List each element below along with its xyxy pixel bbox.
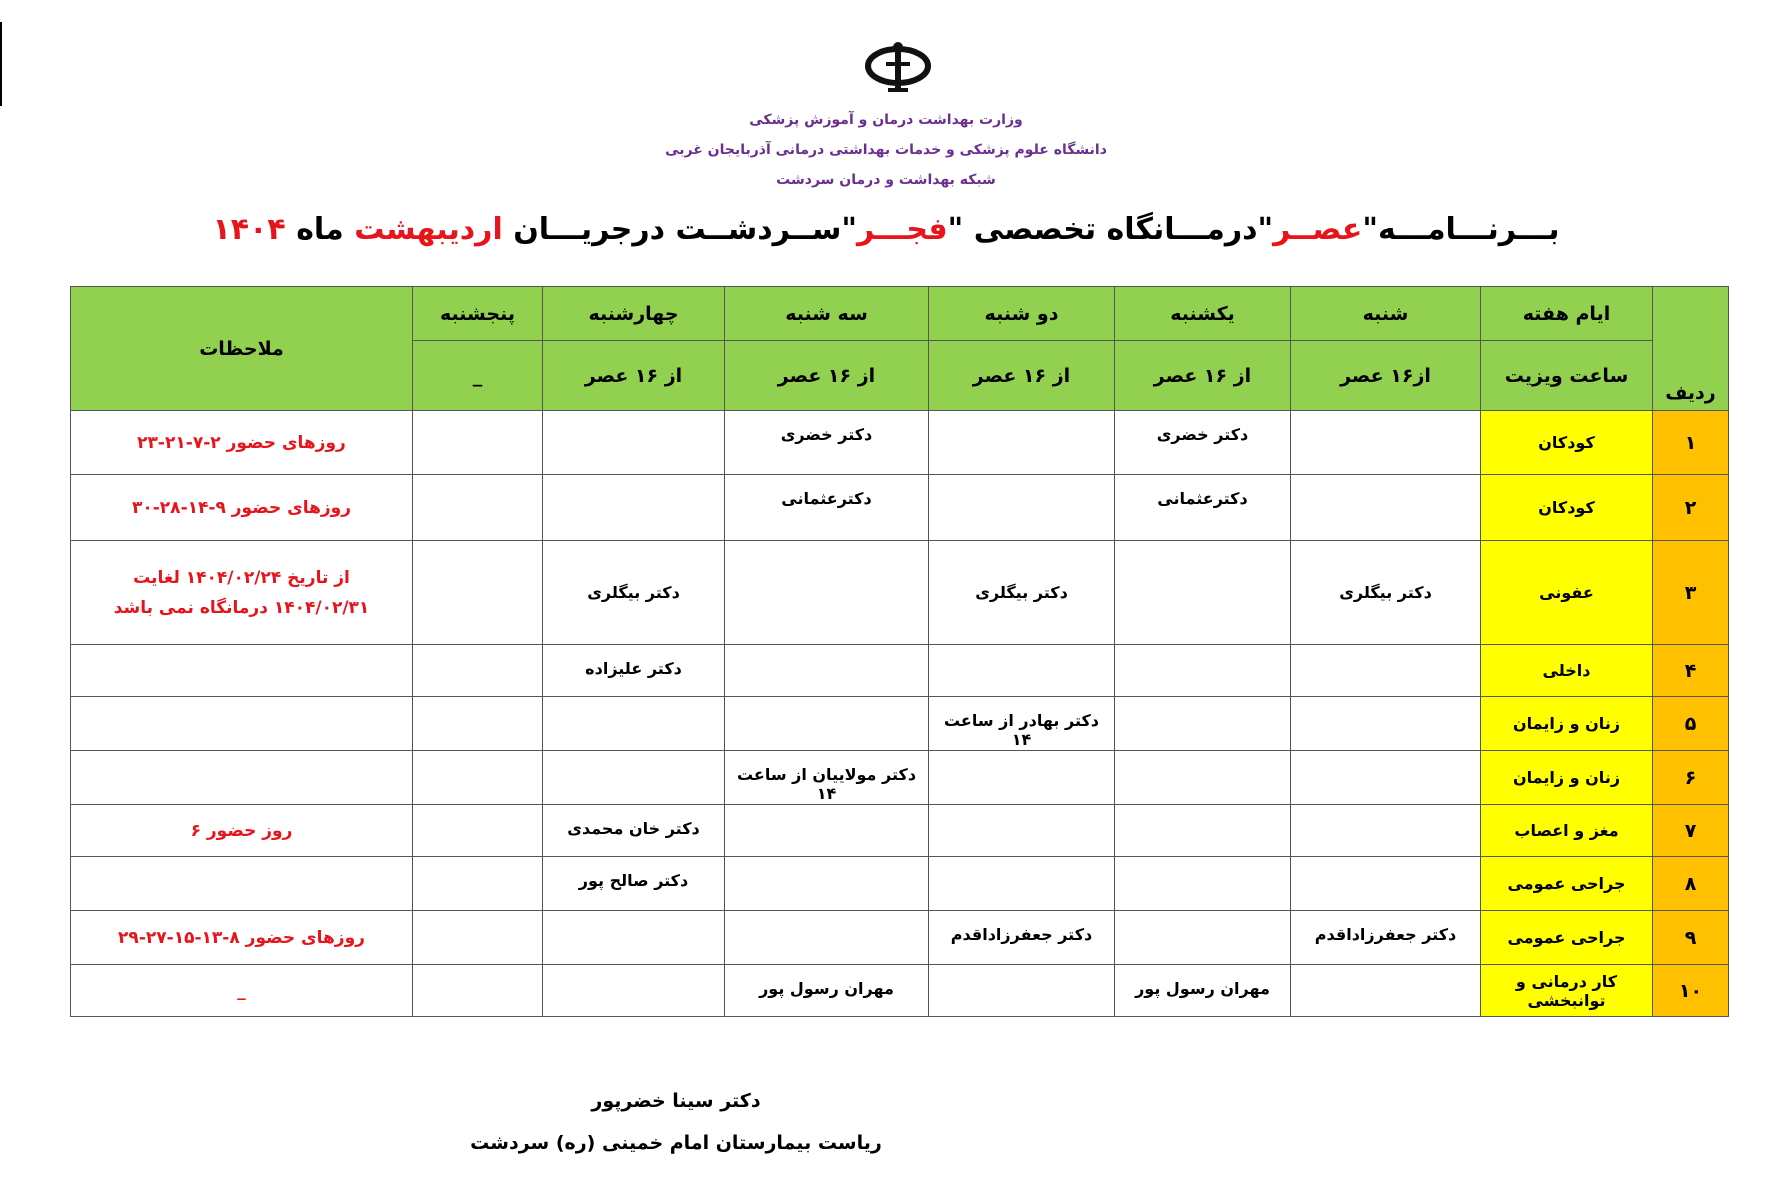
note-cell: _: [71, 965, 413, 1017]
doctor-cell: دکتر جعفرزاداقدم: [929, 911, 1115, 965]
doctor-cell: [1115, 541, 1291, 645]
doctor-cell: [1291, 965, 1481, 1017]
time-cell: _: [413, 341, 543, 411]
table-row: [71, 857, 1729, 911]
row-number: ۸: [1653, 857, 1729, 911]
doctor-cell: دکتر بیگلری: [1291, 541, 1481, 645]
row-number: ۶: [1653, 751, 1729, 805]
doctor-cell: [1291, 751, 1481, 805]
note-cell: [71, 751, 413, 805]
doctor-cell: [929, 645, 1115, 697]
doctor-cell: [543, 411, 725, 475]
specialty-cell: زنان و زایمان: [1481, 751, 1653, 805]
specialty-cell: کودکان: [1481, 475, 1653, 541]
doctor-cell: [1291, 857, 1481, 911]
note-cell: روزهای حضور ۹-۱۴-۲۸-۳۰: [71, 475, 413, 541]
doctor-cell: [929, 805, 1115, 857]
doctor-cell: [543, 751, 725, 805]
left-edge-line: [0, 22, 2, 106]
doctor-cell: [1115, 857, 1291, 911]
time-header: ساعت ویزیت: [1481, 341, 1653, 411]
specialty-cell: عفونی: [1481, 541, 1653, 645]
row-number: ۳: [1653, 541, 1729, 645]
doctor-cell: [725, 697, 929, 751]
doctor-cell: دکتر صالح پور: [543, 857, 725, 911]
table-row: [71, 475, 1729, 541]
doctor-cell: [1291, 475, 1481, 541]
doctor-cell: [413, 805, 543, 857]
row-number: ۵: [1653, 697, 1729, 751]
row-number: ۱۰: [1653, 965, 1729, 1017]
header-university: دانشگاه علوم پزشکی و خدمات بهداشتی درمانی آذربایجان غربی: [665, 142, 1107, 158]
doctor-cell: [1115, 911, 1291, 965]
specialty-cell: داخلی: [1481, 645, 1653, 697]
doctor-cell: [413, 411, 543, 475]
row-number: ۴: [1653, 645, 1729, 697]
table-row: [71, 911, 1729, 965]
doctor-cell: دکتر علیزاده: [543, 645, 725, 697]
doctor-cell: [929, 965, 1115, 1017]
doctor-cell: [1115, 697, 1291, 751]
table-row: [71, 965, 1729, 1017]
doctor-cell: [1291, 697, 1481, 751]
doctor-cell: دکترعثمانی: [1115, 475, 1291, 541]
time-cell: از ۱۶ عصر: [725, 341, 929, 411]
doctor-cell: [543, 965, 725, 1017]
doctor-cell: [413, 541, 543, 645]
doctor-cell: مهران رسول پور: [725, 965, 929, 1017]
doctor-cell: [929, 475, 1115, 541]
note-cell: [71, 697, 413, 751]
doctor-cell: دکتر مولاییان از ساعت ۱۴: [725, 751, 929, 805]
day-header: پنجشنبه: [413, 287, 543, 341]
doctor-cell: [725, 911, 929, 965]
doctor-cell: [1291, 411, 1481, 475]
doctor-cell: دکترعثمانی: [725, 475, 929, 541]
day-header: سه شنبه: [725, 287, 929, 341]
row-number: ۷: [1653, 805, 1729, 857]
table-row: [71, 645, 1729, 697]
day-header: یکشنبه: [1115, 287, 1291, 341]
specialty-cell: کار درمانی و توانبخشی: [1481, 965, 1653, 1017]
signature-role: ریاست بیمارستان امام خمینی (ره) سردشت: [470, 1132, 882, 1154]
doctor-cell: [725, 805, 929, 857]
specialty-cell: جراحی عمومی: [1481, 911, 1653, 965]
doctor-cell: [543, 475, 725, 541]
doctor-cell: مهران رسول پور: [1115, 965, 1291, 1017]
doctor-cell: دکتر خضری: [1115, 411, 1291, 475]
doctor-cell: [413, 857, 543, 911]
table-row: [71, 805, 1729, 857]
doctor-cell: [413, 911, 543, 965]
header-network: شبکه بهداشت و درمان سردشت: [776, 172, 996, 188]
ministry-logo: [864, 38, 932, 94]
specialty-cell: زنان و زایمان: [1481, 697, 1653, 751]
days-header: ایام هفته: [1481, 287, 1653, 341]
header-ministry: وزارت بهداشت درمان و آموزش پزشکی: [749, 112, 1023, 128]
doctor-cell: [725, 645, 929, 697]
doctor-cell: [413, 645, 543, 697]
doctor-cell: [413, 697, 543, 751]
specialty-cell: جراحی عمومی: [1481, 857, 1653, 911]
time-cell: از ۱۶ عصر: [1115, 341, 1291, 411]
doctor-cell: دکتر خضری: [725, 411, 929, 475]
doctor-cell: [543, 697, 725, 751]
day-header: چهارشنبه: [543, 287, 725, 341]
note-line: ۱۴۰۴/۰۲/۳۱ درمانگاه نمی باشد: [113, 597, 370, 618]
row-number: ۱: [1653, 411, 1729, 475]
doctor-cell: [543, 911, 725, 965]
doctor-cell: دکتر بهادر از ساعت ۱۴: [929, 697, 1115, 751]
doctor-cell: [413, 475, 543, 541]
row-number: ۲: [1653, 475, 1729, 541]
note-cell: روزهای حضور ۲-۷-۲۱-۲۳: [71, 411, 413, 475]
doctor-cell: [1291, 645, 1481, 697]
row-number-header: ردیف: [1653, 287, 1729, 411]
doctor-cell: [929, 857, 1115, 911]
doctor-cell: [1115, 751, 1291, 805]
doctor-cell: [725, 857, 929, 911]
time-cell: از ۱۶ عصر: [929, 341, 1115, 411]
note-cell: [71, 541, 413, 645]
table-row: [71, 541, 1729, 645]
time-cell: از ۱۶ عصر: [543, 341, 725, 411]
table-row: [71, 411, 1729, 475]
signature-name: دکتر سینا خضرپور: [591, 1090, 761, 1112]
specialty-cell: مغز و اعصاب: [1481, 805, 1653, 857]
note-cell: روز حضور ۶: [71, 805, 413, 857]
table-row: [71, 697, 1729, 751]
page-title: بـــرنـــامـــه"عصــر"درمـــانگاه تخصصی "فجـــر"ســردشــت درجریـــان اردیبهشت ماه ۱۴۰۴: [212, 212, 1560, 247]
doctor-cell: [413, 751, 543, 805]
doctor-cell: [1115, 805, 1291, 857]
day-header: شنبه: [1291, 287, 1481, 341]
header-row-days: [71, 287, 1729, 341]
doctor-cell: دکتر خان محمدی: [543, 805, 725, 857]
doctor-cell: [1115, 645, 1291, 697]
doctor-cell: [1291, 805, 1481, 857]
note-cell: روزهای حضور ۸-۱۳-۱۵-۲۷-۲۹: [71, 911, 413, 965]
note-cell: [71, 857, 413, 911]
doctor-cell: دکتر بیگلری: [929, 541, 1115, 645]
notes-header: ملاحظات: [71, 287, 413, 411]
doctor-cell: [725, 541, 929, 645]
note-cell: [71, 645, 413, 697]
specialty-cell: کودکان: [1481, 411, 1653, 475]
doctor-cell: دکتر بیگلری: [543, 541, 725, 645]
doctor-cell: دکتر جعفرزاداقدم: [1291, 911, 1481, 965]
schedule-table: [70, 286, 1729, 1017]
doctor-cell: [413, 965, 543, 1017]
doctor-cell: [929, 411, 1115, 475]
time-cell: از۱۶ عصر: [1291, 341, 1481, 411]
row-number: ۹: [1653, 911, 1729, 965]
day-header: دو شنبه: [929, 287, 1115, 341]
doctor-cell: [929, 751, 1115, 805]
note-line: از تاریخ ۱۴۰۴/۰۲/۲۴ لغایت: [133, 567, 350, 588]
table-row: [71, 751, 1729, 805]
